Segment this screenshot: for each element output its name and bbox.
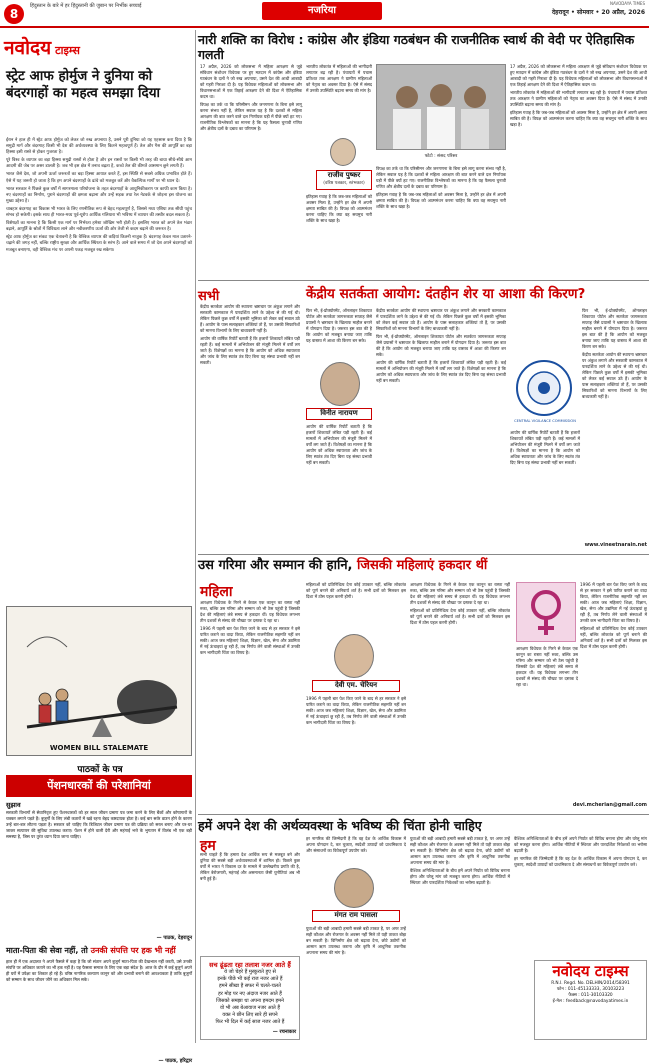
readers-subhead: सुझाव (6, 801, 21, 809)
article3-paragraph: महिलाओं को प्रतिनिधित्व देना कोई उपकार नहीं, बल्कि लोकतंत्र को पूर्ण बनाने की अनिवार्य शर्त है। सभी दलों को मिलकर इस दिशा में ठोस पहल करनी होगी। (580, 626, 647, 649)
readers-signature: — पाठक, देहरादून (156, 935, 192, 941)
poem-signature: — रचनाकार (272, 1028, 296, 1035)
brand (4, 34, 192, 62)
article1-byline (316, 170, 372, 190)
brand-name: नवोदय (4, 37, 52, 59)
cvc-emblem-label: CENTRAL VIGILANCE COMMISSION (514, 419, 576, 423)
article3-paragraph: 1996 में पहली बार पेश किए जाने के बाद से हर सरकार ने इसे पारित कराने का वादा किया, लेकिन राजनीतिक सहमति नहीं बन सकी। आज जब महिलाएं शिक्षा, विज्ञान, खेल, सेना और उद्यमिता में नई ऊंचाइयां छू रही हैं, तब निर्णय लेने वाली संस्थाओं में उनकी कम भागीदारी चिंता का विषय है। (200, 626, 300, 655)
article3-paragraph: आरक्षण विधेयक के गिरने से केवल एक कानून का रास्ता नहीं रुका, बल्कि उस गरिमा और सम्मान को भी ठेस पहुंची है जिसकी देश की महिलाएं लंबे समय से हकदार थीं। यह विधेयक लगभग तीन दशकों से संसद की चौखट पर दस्तक दे रहा था। (410, 582, 510, 605)
header-slogan: हिंदुस्तान के बारे में हर हिंदुस्तानी की जुबान पर निर्भीक सच्चाई (30, 3, 142, 9)
poem-line: वो भी अब बेआवाज नजर आते हैं (220, 1005, 280, 1012)
article3-paragraph: 1996 में पहली बार पेश किए जाने के बाद से हर सरकार ने इसे पारित कराने का वादा किया, लेकिन राजनीतिक सहमति नहीं बन सकी। आज जब महिलाएं शिक्षा, विज्ञान, खेल, सेना और उद्यमिता में नई ऊंचाइयां छू रही हैं, तब निर्णय लेने वाली संस्थाओं में उनकी कम भागीदारी चिंता का विषय है। (306, 696, 406, 725)
article1-author-role: (वरिष्ठ पत्रकार, स्तंभकार) (323, 181, 365, 186)
letter2-body: हाल ही में एक अदालत ने अपने फैसले में कहा है कि जो संतान अपने बुजुर्ग माता-पिता की देखभाल नहीं करती, उसे उनकी संपत्ति पर अधिकार जताने का भी हक नहीं है। यह फैसला समाज के लिए एक बड़ा संदेश है। आज के दौर में कई बुजुर्ग अपने ही घरों में उपेक्षा का शिकार हो रहे हैं। वरिष्ठ नागरिक कल्याण कानून को और प्रभावी बनाने की आवश्यकता है ताकि बुजुर्गों को सम्मान के साथ जीवन जीने का अधिकार मिल सके। (6, 959, 192, 982)
photo-people-icon (377, 65, 505, 149)
masthead-line: R.N.I. Regd. No. DELHIN/2014/58391 (551, 981, 630, 986)
article4-col2 (306, 836, 406, 866)
article3-email: devi.mcherian@gmail.com (572, 802, 647, 808)
article3-paragraph: आरक्षण विधेयक के गिरने से केवल एक कानून का रास्ता नहीं रुका, बल्कि उस गरिमा और सम्मान को भी ठेस पहुंची है जिसकी देश की महिलाएं लंबे समय से हकदार थीं। यह विधेयक लगभग तीन दशकों से संसद की चौखट पर दस्तक दे रहा था। (516, 646, 578, 687)
article3-headline-b: जिसकी महिलाएं हकदार थीं (357, 558, 488, 573)
women-symbol-graphic (516, 582, 576, 642)
masthead-line: ई-मेल : feedback@navodayatimes.in (552, 999, 629, 1004)
article1-paragraph: विपक्ष का तर्क था कि परिसीमन और जनगणना के बिना इसे लागू करना संभव नहीं है, लेकिन सवाल यह है कि दशकों से महिला आरक्षण की बात करने वाले दल निर्णायक घड़ी में पीछे क्यों हट गए। राजनीतिक विश्लेषकों का मानना है कि यह फैसला चुनावी गणित और क्षेत्रीय दलों के दबाव का परिणाम है। (200, 102, 302, 131)
article2-col1 (200, 304, 300, 552)
article3-col3 (410, 582, 510, 810)
article1-photo-caption: फोटो : संसद परिसर (424, 154, 458, 159)
article2-byline (306, 408, 372, 420)
article1-paragraph: विपक्ष का तर्क था कि परिसीमन और जनगणना के बिना इसे लागू करना संभव नहीं है, लेकिन सवाल यह है कि दशकों से महिला आरक्षण की बात करने वाले दल निर्णायक घड़ी में पीछे क्यों हट गए। राजनीतिक विश्लेषकों का मानना है कि यह फैसला चुनावी गणित और क्षेत्रीय दलों के दबाव का परिणाम है। (376, 166, 506, 189)
article3-col4b (516, 646, 578, 802)
article2-col2b (306, 424, 372, 552)
readers-letter-body: सरकारी विभागों से सेवानिवृत्त हुए पेंशनधारकों को हर साल जीवन प्रमाण पत्र जमा करने के लिए बैंकों और कोषागारों के चक्कर लगाने पड़ते हैं। बुजुर्गों के लिए लंबी कतारों में खड़े रहना बेहद कष्टदायक होता है। कई बार सर्वर डाउन होने के कारण उन्हें बार-बार लौटना पड़ता है। सरकार को चाहिए कि डिजिटल जीवन प्रमाण पत्र की प्रक्रिया को सरल बनाए और घर-घर जाकर सत्यापन की सुविधा उपलब्ध कराए। पेंशन में होने वाली देरी और महंगाई भत्ते के भुगतान में विलंब भी एक बड़ी समस्या है, जिस पर तुरंत ध्यान दिया जाना चाहिए। (6, 810, 192, 839)
cartoon-caption: WOMEN BILL STALEMATE (49, 744, 149, 752)
article2-author-name: विनीत नारायण (320, 409, 358, 417)
article1-paragraph: भारतीय लोकतंत्र में महिलाओं की भागीदारी लगातार बढ़ रही है। पंचायतों में पचास प्रतिशत तक आरक्षण ने ग्रामीण महिलाओं को नेतृत्व का अवसर दिया है। ऐसे में संसद में उनकी उपस्थिति बढ़ाना समय की मांग है। (306, 64, 372, 93)
article4-col2b (306, 926, 406, 1041)
brand-suffix: टाइम्स (55, 44, 80, 57)
masthead-box (534, 960, 647, 1040)
article1-paragraph: इतिहास गवाह है कि जब-जब महिलाओं को अवसर मिला है, उन्होंने हर क्षेत्र में अपनी क्षमता साबित की है। विपक्ष को आत्ममंथन करना चाहिए कि क्या वह सचमुच नारी शक्ति के साथ खड़ा है। (376, 192, 506, 209)
article3-lead-word: महिला (200, 584, 233, 600)
article3-byline (312, 680, 400, 692)
article1-author-name: राजीव पुष्कर (327, 171, 361, 179)
article1-photo (376, 64, 506, 150)
article1-author-avatar (330, 138, 356, 166)
cartoon-drawing (7, 607, 191, 755)
article4-author-name: मंगत राम पासला (334, 911, 378, 919)
article1-headline: नारी शक्ति का विरोध : कांग्रेस और इंडिया गठबंधन की राजनीतिक स्वार्थ की वेदी पर ऐतिहासिक गलती (198, 32, 635, 62)
article3-col1 (200, 600, 300, 810)
editorial-paragraph: विशेषज्ञों का मानना है कि किसी एक मार्ग पर निर्भरता हमेशा जोखिम भरी होती है। इसलिए भारत को अपने तेल भंडार बढ़ाने, आपूर्ति के स्रोतों में विविधता लाने और नवीकरणीय ऊर्जा की ओर तेजी से कदम बढ़ाने की जरूरत है। (6, 221, 192, 233)
article2-paragraph: आयोग की वार्षिक रिपोर्टें बताती हैं कि हजारों शिकायतें लंबित पड़ी रहती हैं। कई मामलों में अभियोजन की मंजूरी मिलने में वर्षों लग जाते हैं। विशेषज्ञों का मानना है कि आयोग को अधिक स्वायत्तता और जांच के लिए स्वतंत्र तंत्र दिए बिना यह संस्था प्रभावी नहीं बन सकती। (376, 360, 506, 383)
article4-paragraph: वैश्विक अनिश्चितताओं के बीच हमें अपने निर्यात को विविध बनाना होगा और घरेलू मांग को मजबूत करना होगा। आर्थिक नीतियों में स्थिरता और पारदर्शिता निवेशकों का भरोसा बढ़ाती है। (514, 836, 647, 853)
editorial-body (6, 138, 192, 598)
article1-paragraph: 17 अप्रैल, 2026 को लोकसभा में महिला आरक्षण से जुड़े संविधान संशोधन विधेयक पर हुए मतदान में कांग्रेस और इंडिया गठबंधन के दलों ने जो रुख अपनाया, उसने देश की आधी आबादी को गहरी निराशा दी है। यह विधेयक महिलाओं को लोकसभा और विधानसभाओं में एक तिहाई आरक्षण देने की दिशा में ऐतिहासिक कदम था। (510, 64, 647, 87)
header-date: देहरादून • सोमवार • 20 अप्रैल, 2026 (551, 9, 645, 16)
poem-line: वक्त ने छीन लिए सारे ही सपने (222, 1012, 278, 1019)
editorial-paragraph: स्ट्रेट आफ होर्मुज का संकट एक चेतावनी है कि वैश्विक व्यापार की कड़ियां कितनी नाजुक हैं। बंदरगाह केवल माल उतारने-चढ़ाने की जगह नहीं, बल्कि राष्ट्रीय सुरक्षा और आर्थिक स्थिरता के स्तंभ हैं। आने वाले समय में जो देश अपने बंदरगाहों को मजबूत बनाएगा, वही वैश्विक मंच पर अपनी पकड़ मजबूत रख सकेगा। (6, 235, 192, 253)
article4-headline: हमें अपने देश की अर्थव्यवस्था के भविष्य की चिंता होनी चाहिए (198, 818, 482, 833)
article2-col3 (376, 308, 506, 552)
readers-heading: पाठकों के पत्र (77, 765, 123, 775)
article2-paragraph: केंद्रीय सतर्कता आयोग की स्थापना भ्रष्टाचार पर अंकुश लगाने और सरकारी कामकाज में पारदर्शिता लाने के उद्देश्य से की गई थी। लेकिन पिछले कुछ वर्षों में इसकी भूमिका को लेकर कई सवाल उठे हैं। आयोग के पास सलाहकार शक्तियां तो हैं, पर उसकी सिफारिशों को मानना विभागों के लिए बाध्यकारी नहीं है। (200, 304, 300, 333)
masthead-line: फैक्स : 011-30103320 (568, 993, 613, 998)
article4-paragraph: वैश्विक अनिश्चितताओं के बीच हमें अपने निर्यात को विविध बनाना होगा और घरेलू मांग को मजबूत करना होगा। आर्थिक नीतियों में स्थिरता और पारदर्शिता निवेशकों का भरोसा बढ़ाती है। (410, 868, 510, 885)
article3-paragraph: महिलाओं को प्रतिनिधित्व देना कोई उपकार नहीं, बल्कि लोकतंत्र को पूर्ण बनाने की अनिवार्य शर्त है। सभी दलों को मिलकर इस दिशा में ठोस पहल करनी होगी। (306, 582, 406, 599)
article1-col4 (510, 64, 647, 276)
letter2-signature: — पाठक, हरिद्वार (158, 1058, 192, 1064)
article1-paragraph: इतिहास गवाह है कि जब-जब महिलाओं को अवसर मिला है, उन्होंने हर क्षेत्र में अपनी क्षमता साबित की है। विपक्ष को आत्ममंथन करना चाहिए कि क्या वह सचमुच नारी शक्ति के साथ खड़ा है। (306, 194, 372, 223)
editorial-paragraph: चाबहार बंदरगाह का विकास भी भारत के लिए रणनीतिक रूप से बेहद महत्वपूर्ण है, जिससे मध्य एशिया तक सीधी पहुंच संभव हो सकेगी। इसके साथ ही भारत-मध्य पूर्व-यूरोप आर्थिक गलियारा भी भविष्य में व्यापार की तस्वीर बदल सकता है। (6, 206, 192, 219)
page-header (0, 0, 649, 28)
left-column (0, 30, 196, 1064)
article2-author-avatar (320, 362, 360, 406)
article3-author-name: देवी एम. चेरियन (334, 681, 378, 689)
article4-paragraph: सभी चाहते हैं कि हमारा देश आर्थिक रूप से मजबूत बने और दुनिया की सबसे बड़ी अर्थव्यवस्थाओं में शामिल हो। पिछले कुछ वर्षों में भारत ने विकास दर के मामले में उल्लेखनीय प्रगति की है, लेकिन बेरोजगारी, महंगाई और असमानता जैसी चुनौतियां अब भी बनी हुई हैं। (200, 852, 300, 881)
article4-author-avatar (334, 868, 374, 908)
poem-line: इनके पीछे भी कई राज नजर आते हैं (217, 976, 283, 983)
article2-lead-word: सभी (198, 289, 220, 304)
article3-col4 (580, 582, 647, 810)
letter2-headline (6, 945, 192, 956)
article3-paragraph: 1996 में पहली बार पेश किए जाने के बाद से हर सरकार ने इसे पारित कराने का वादा किया, लेकिन राजनीतिक सहमति नहीं बन सकी। आज जब महिलाएं शिक्षा, विज्ञान, खेल, सेना और उद्यमिता में नई ऊंचाइयां छू रही हैं, तब निर्णय लेने वाली संस्थाओं में उनकी कम भागीदारी चिंता का विषय है। (580, 582, 647, 623)
section-title: नजरिया (262, 2, 382, 20)
article1-col3 (376, 166, 506, 276)
poem-box (200, 956, 300, 1040)
article4-col1 (200, 852, 300, 952)
article3-paragraph: आरक्षण विधेयक के गिरने से केवल एक कानून का रास्ता नहीं रुका, बल्कि उस गरिमा और सम्मान को भी ठेस पहुंची है जिसकी देश की महिलाएं लंबे समय से हकदार थीं। यह विधेयक लगभग तीन दशकों से संसद की चौखट पर दस्तक दे रहा था। (200, 600, 300, 623)
article1-paragraph: इतिहास गवाह है कि जब-जब महिलाओं को अवसर मिला है, उन्होंने हर क्षेत्र में अपनी क्षमता साबित की है। विपक्ष को आत्ममंथन करना चाहिए कि क्या वह सचमुच नारी शक्ति के साथ खड़ा है। (510, 110, 648, 127)
article2-paragraph: केंद्रीय सतर्कता आयोग की स्थापना भ्रष्टाचार पर अंकुश लगाने और सरकारी कामकाज में पारदर्शिता लाने के उद्देश्य से की गई थी। लेकिन पिछले कुछ वर्षों में इसकी भूमिका को लेकर कई सवाल उठे हैं। आयोग के पास सलाहकार शक्तियां तो हैं, पर उसकी सिफारिशों को मानना विभागों के लिए बाध्यकारी नहीं है। (376, 308, 506, 331)
editorial-headline: स्ट्रेट आफ होर्मुज ने दुनिया को बंदरगाहों का महत्व समझा दिया (6, 68, 161, 101)
poem-line: ये जो चेहरे हैं मुस्कुराते हुए से (224, 969, 276, 975)
article4-byline (312, 910, 400, 922)
article4-paragraph: हर नागरिक की जिम्मेदारी है कि वह देश के आर्थिक विकास में अपना योगदान दे, कर चुकाए, स्वदेशी उत्पादों को प्राथमिकता दे और संसाधनों का विवेकपूर्ण उपयोग करे। (306, 836, 406, 853)
cvc-emblem (516, 360, 572, 416)
editorial-paragraph: पूरे विश्व के व्यापार का बड़ा हिस्सा समुद्री रास्तों से होता है और इन रास्तों पर किसी भी तरह की बाधा सीधे-सीधे आम आदमी की जेब पर असर डालती है। जब भी इस क्षेत्र में तनाव बढ़ता है, कच्चे तेल की कीमतें आसमान छूने लगती हैं। (6, 158, 192, 170)
article3-author-avatar (334, 634, 374, 678)
article2-paragraph: आयोग की वार्षिक रिपोर्टें बताती हैं कि हजारों शिकायतें लंबित पड़ी रहती हैं। कई मामलों में अभियोजन की मंजूरी मिलने में वर्षों लग जाते हैं। विशेषज्ञों का मानना है कि आयोग को अधिक स्वायत्तता और जांच के लिए स्वतंत्र तंत्र दिए बिना यह संस्था प्रभावी नहीं बन सकती। (306, 424, 372, 465)
divider (198, 280, 649, 281)
article2-paragraph: फिर भी, ई-प्रोक्योरमेंट, ऑनलाइन शिकायत पोर्टल और सतर्कता जागरूकता सप्ताह जैसे प्रयासों ने भ्रष्टाचार के खिलाफ माहौल बनाने में योगदान दिया है। जरूरत इस बात की है कि आयोग को मजबूत बनाया जाए ताकि यह वास्तव में आशा की किरण बन सके। (306, 308, 372, 343)
article2-paragraph: आयोग की वार्षिक रिपोर्टें बताती हैं कि हजारों शिकायतें लंबित पड़ी रहती हैं। कई मामलों में अभियोजन की मंजूरी मिलने में वर्षों लग जाते हैं। विशेषज्ञों का मानना है कि आयोग को अधिक स्वायत्तता और जांच के लिए स्वतंत्र तंत्र दिए बिना यह संस्था प्रभावी नहीं बन सकती। (510, 430, 580, 465)
article2-paragraph: आयोग की वार्षिक रिपोर्टें बताती हैं कि हजारों शिकायतें लंबित पड़ी रहती हैं। कई मामलों में अभियोजन की मंजूरी मिलने में वर्षों लग जाते हैं। विशेषज्ञों का मानना है कि आयोग को अधिक स्वायत्तता और जांच के लिए स्वतंत्र तंत्र दिए बिना यह संस्था प्रभावी नहीं बन सकती। (200, 336, 300, 365)
article3-headline-a: उस गरिमा और सम्मान की हानि, (198, 558, 357, 573)
article4-paragraph: हर नागरिक की जिम्मेदारी है कि वह देश के आर्थिक विकास में अपना योगदान दे, कर चुकाए, स्वदेशी उत्पादों को प्राथमिकता दे और संसाधनों का विवेकपूर्ण उपयोग करे। (514, 856, 647, 867)
editorial-paragraph: ईरान ने हाल ही में स्ट्रेट आफ होर्मुज को लेकर जो रुख अपनाया है, उसने पूरी दुनिया को यह एहसास करा दिया है कि समुद्री मार्ग और बंदरगाह किसी भी देश की अर्थव्यवस्था के लिए कितने महत्वपूर्ण हैं। तेल और गैस की आपूर्ति का बड़ा हिस्सा इसी रास्ते से होकर गुजरता है। (6, 138, 192, 156)
article3-paragraph: महिलाओं को प्रतिनिधित्व देना कोई उपकार नहीं, बल्कि लोकतंत्र को पूर्ण बनाने की अनिवार्य शर्त है। सभी दलों को मिलकर इस दिशा में ठोस पहल करनी होगी। (410, 608, 510, 625)
article2-col4b (510, 430, 580, 540)
poem-title: सच ढूंढता रहा तलाश नजर आते हैं (209, 961, 291, 969)
article4-paragraph: युवाओं की बड़ी आबादी हमारी सबसे बड़ी ताकत है, पर अगर उन्हें सही कौशल और रोजगार के अवसर नहीं मिले तो यही ताकत बोझ बन सकती है। विनिर्माण क्षेत्र को बढ़ावा देना, छोटे उद्योगों को आसान ऋण उपलब्ध कराना और कृषि में आधुनिक तकनीक अपनाना समय की मांग है। (410, 836, 510, 865)
article2-paragraph: केंद्रीय सतर्कता आयोग की स्थापना भ्रष्टाचार पर अंकुश लगाने और सरकारी कामकाज में पारदर्शिता लाने के उद्देश्य से की गई थी। लेकिन पिछले कुछ वर्षों में इसकी भूमिका को लेकर कई सवाल उठे हैं। आयोग के पास सलाहकार शक्तियां तो हैं, पर उसकी सिफारिशों को मानना विभागों के लिए बाध्यकारी नहीं है। (582, 352, 647, 399)
article1-col1 (200, 64, 302, 276)
article4-col3 (410, 836, 510, 1041)
poem-line: फिर भी दिल में कई साज नजर आते हैं (215, 1019, 285, 1026)
article1-paragraph: 17 अप्रैल, 2026 को लोकसभा में महिला आरक्षण से जुड़े संविधान संशोधन विधेयक पर हुए मतदान में कांग्रेस और इंडिया गठबंधन के दलों ने जो रुख अपनाया, उसने देश की आधी आबादी को गहरी निराशा दी है। यह विधेयक महिलाओं को लोकसभा और विधानसभाओं में एक तिहाई आरक्षण देने की दिशा में ऐतिहासिक कदम था। (200, 64, 302, 99)
article3-headline (198, 558, 649, 574)
article3-col2b (306, 696, 406, 810)
letter2-headline-a: माता-पिता की सेवा नहीं, तो (6, 946, 91, 955)
masthead-brand: नवोदय टाइम्स (552, 962, 629, 980)
article2-col2 (306, 308, 372, 358)
poem-line: हर मोड़ पर नए अंदाज नजर आते हैं (218, 990, 282, 997)
editorial-paragraph: भारत सरकार ने पिछले कुछ वर्षों में सागरमाला परियोजना के तहत बंदरगाहों के आधुनिकीकरण पर काफी काम किया है। नए बंदरगाहों का निर्माण, पुराने बंदरगाहों की क्षमता बढ़ाना और उन्हें सड़क तथा रेल नेटवर्क से जोड़ना इस योजना का मुख्य उद्देश्य है। (6, 186, 192, 204)
letter2-headline-b: उनकी संपत्ति पर हक भी नहीं (90, 946, 176, 955)
article4-lead-word: हम (200, 838, 216, 854)
right-area (198, 30, 649, 1043)
article2-paragraph: फिर भी, ई-प्रोक्योरमेंट, ऑनलाइन शिकायत पोर्टल और सतर्कता जागरूकता सप्ताह जैसे प्रयासों ने भ्रष्टाचार के खिलाफ माहौल बनाने में योगदान दिया है। जरूरत इस बात की है कि आयोग को मजबूत बनाया जाए ताकि यह वास्तव में आशा की किरण बन सके। (376, 334, 506, 357)
article1-paragraph: भारतीय लोकतंत्र में महिलाओं की भागीदारी लगातार बढ़ रही है। पंचायतों में पचास प्रतिशत तक आरक्षण ने ग्रामीण महिलाओं को नेतृत्व का अवसर दिया है। ऐसे में संसद में उनकी उपस्थिति बढ़ाना समय की मांग है। (510, 90, 647, 107)
page-number: 8 (4, 4, 24, 24)
divider (198, 814, 649, 815)
poem-line: हमने सीखा है सफर में चलते-चलते (219, 983, 281, 990)
emblem-seal-icon (518, 362, 570, 414)
female-symbol-icon (517, 583, 575, 641)
article2-col4 (582, 308, 647, 540)
article2-headline: केंद्रीय सतर्कता आयोग: दंतहीन शेर या आशा की किरण? (306, 286, 586, 302)
divider (198, 554, 649, 555)
article4-paragraph: युवाओं की बड़ी आबादी हमारी सबसे बड़ी ताकत है, पर अगर उन्हें सही कौशल और रोजगार के अवसर नहीं मिले तो यही ताकत बोझ बन सकती है। विनिर्माण क्षेत्र को बढ़ावा देना, छोटे उद्योगों को आसान ऋण उपलब्ध कराना और कृषि में आधुनिक तकनीक अपनाना समय की मांग है। (306, 926, 406, 955)
readers-banner: पेंशनधारकों की परेशानियां (6, 775, 192, 797)
poem-line: जिसको समझा था अपना हमदम हमने (216, 997, 284, 1004)
editorial-cartoon (6, 606, 192, 756)
article2-paragraph: फिर भी, ई-प्रोक्योरमेंट, ऑनलाइन शिकायत पोर्टल और सतर्कता जागरूकता सप्ताह जैसे प्रयासों ने भ्रष्टाचार के खिलाफ माहौल बनाने में योगदान दिया है। जरूरत इस बात की है कि आयोग को मजबूत बनाया जाए ताकि यह वास्तव में आशा की किरण बन सके। (582, 308, 647, 349)
article3-col2 (306, 582, 406, 632)
masthead-line: फोन : 011-45133333, 30103223 (556, 987, 625, 992)
header-site: NAVODAYA TIMES (609, 1, 645, 6)
editorial-paragraph: भारत जैसे देश, जो अपनी ऊर्जा जरूरतों का बड़ा हिस्सा आयात करते हैं, इस स्थिति से सबसे अधिक प्रभावित होते हैं। ऐसे में यह जरूरी हो जाता है कि हम अपने बंदरगाहों के ढांचे को मजबूत करें और वैकल्पिक मार्गों पर भी ध्यान दें। (6, 172, 192, 184)
article1-col2b (306, 194, 372, 276)
article4-col4 (514, 836, 647, 956)
article2-website: www.vineetnarain.net (584, 542, 647, 548)
